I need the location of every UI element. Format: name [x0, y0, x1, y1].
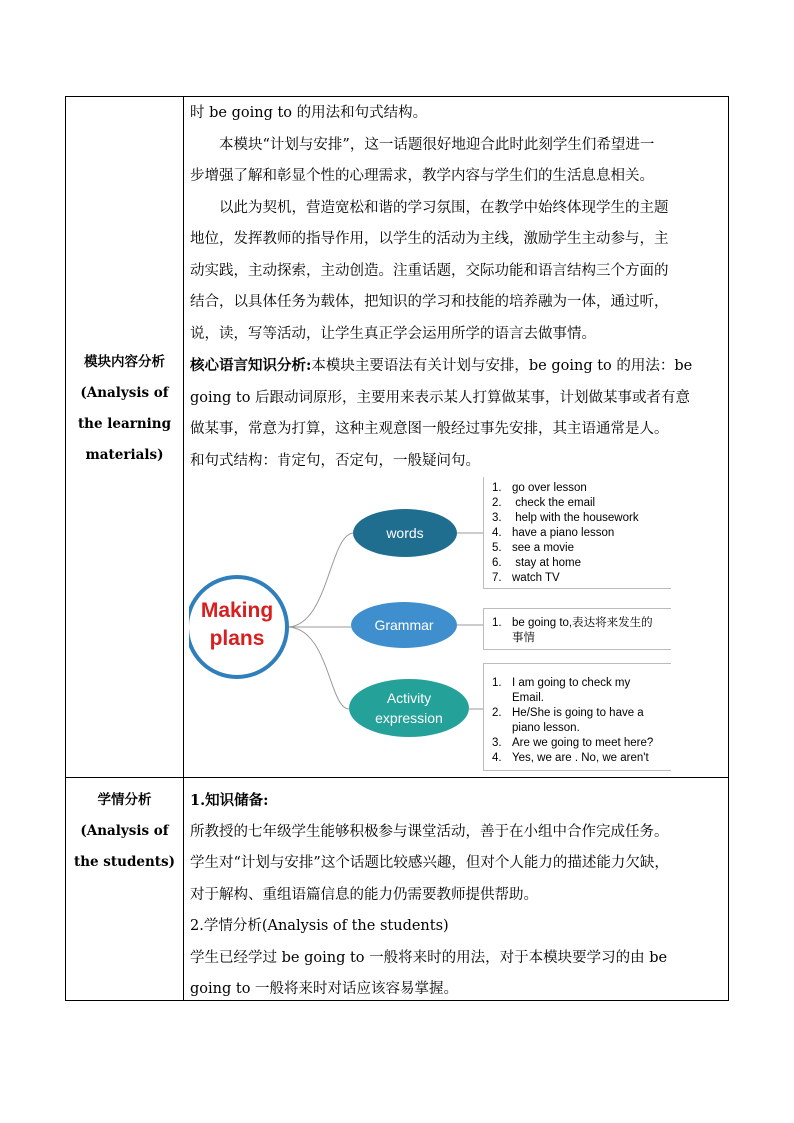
para-approach-line2: 地位，发挥教师的指导作用，以学生的活动为主线，激励学生主动参与，主	[190, 231, 669, 247]
para-topic-line2: 步增强了解和彰显个性的心理需求，教学内容与学生们的生活息息相关。	[190, 168, 654, 184]
section2-content	[190, 785, 722, 1006]
center-label-line1: Making	[200, 599, 274, 622]
activity-label-line1: Activity	[386, 690, 432, 706]
core-knowledge-line1	[190, 350, 722, 383]
list-item: 2. He/She is going to have a	[492, 707, 644, 719]
connector-words	[287, 533, 354, 627]
section2-label-en-1: (Analysis of	[80, 823, 169, 839]
core-knowledge-line2: going to 后跟动词原形，主要用来表示某人打算做某事，计划做某事或者有意	[190, 389, 691, 406]
list-item: 1. be going to,表达将来发生的	[492, 617, 653, 629]
students-para3-line1: 学生已经学过 be going to 一般将来时的用法，对于本模块要学习的由 be	[190, 949, 668, 966]
knowledge-reserve-heading: 1.知识储备:	[190, 792, 269, 809]
section2-label-cn: 学情分析	[97, 792, 152, 808]
para-topic-line1: 本模块“计划与安排”，这一话题很好地迎合此时此刻学生们希望进一	[219, 136, 655, 153]
words-list	[483, 477, 671, 589]
section1-label-cn: 模块内容分析	[84, 354, 165, 370]
words-node-label: words	[386, 525, 424, 541]
center-label-line2: plans	[209, 627, 265, 650]
section1-label-en-3: materials)	[85, 447, 164, 463]
list-item: 3. help with the housework	[492, 512, 639, 524]
list-item: 4. Yes, we are . No, we aren't	[492, 752, 649, 764]
list-item: piano lesson.	[512, 722, 580, 734]
list-item: 5. see a movie	[492, 542, 575, 554]
core-knowledge-line4: 和句式结构：肯定句，否定句，一般疑问句。	[190, 452, 480, 469]
grammar-node-label: Grammar	[374, 617, 434, 633]
grammar-list	[483, 608, 671, 650]
core-knowledge-label: 核心语言知识分析:	[190, 357, 312, 374]
list-item: 1. go over lesson	[492, 482, 587, 494]
para-approach-line3: 动实践，主动探索，主动创造。注重话题，交际功能和语言结构三个方面的	[190, 262, 669, 279]
row-divider	[66, 777, 728, 778]
para-approach-line4: 结合，以具体任务为载体，把知识的学习和技能的培养融为一体，通过听，	[190, 294, 669, 310]
list-item: 2. check the email	[492, 497, 596, 509]
connector-activity	[287, 627, 349, 709]
list-item: 事情	[512, 632, 535, 644]
section1-content	[190, 98, 722, 477]
para-intro: 时 be going to 的用法和句式结构。	[190, 105, 428, 121]
words-node	[353, 509, 457, 557]
para-approach-line5: 说，读，写等活动，让学生真正学会运用所学的语言去做事情。	[190, 325, 596, 342]
activity-label-line2: expression	[375, 710, 443, 726]
list-item: 7. watch TV	[492, 572, 560, 584]
students-para3-line2: going to 一般将来时对话应该容易掌握。	[190, 981, 459, 997]
students-para1: 所教授的七年级学生能够积极参与课堂活动，善于在小组中合作完成任务。	[190, 823, 669, 840]
mind-map	[189, 477, 673, 775]
list-item: 6. stay at home	[492, 557, 582, 569]
para-approach-line1: 以此为契机，营造宽松和谐的学习氛围，在教学中始终体现学生的主题	[219, 199, 669, 216]
grammar-node	[351, 602, 457, 648]
column-divider	[183, 97, 184, 1000]
section2-label-en-2: the students)	[73, 854, 176, 870]
section2-label	[66, 785, 183, 878]
activity-list	[483, 663, 671, 771]
section1-label-en-1: (Analysis of	[80, 385, 169, 401]
student-analysis-heading: 2.学情分析(Analysis of the students)	[190, 918, 449, 934]
center-node-label	[189, 597, 285, 653]
list-item: 4. have a piano lesson	[492, 527, 615, 539]
section1-label-en-2: the learning	[77, 416, 172, 432]
list-item: 3. Are we going to meet here?	[492, 737, 654, 749]
students-para2-line2: 对于解构、重组语篇信息的能力仍需要教师提供帮助。	[190, 886, 538, 903]
list-item: Email.	[512, 692, 544, 704]
lesson-plan-table	[65, 96, 729, 1001]
section1-label	[66, 347, 183, 471]
core-knowledge-line3: 做某事，常意为打算，这种主观意图一般经过事先安排，其主语通常是人。	[190, 421, 669, 437]
list-item: 1. I am going to check my	[492, 677, 631, 689]
activity-node	[349, 679, 469, 737]
students-para2-line1: 学生对“计划与安排”这个话题比较感兴趣，但对个人能力的描述能力欠缺，	[190, 855, 669, 871]
core-knowledge-text: 本模块主要语法有关计划与安排，be going to 的用法：be	[311, 358, 693, 374]
